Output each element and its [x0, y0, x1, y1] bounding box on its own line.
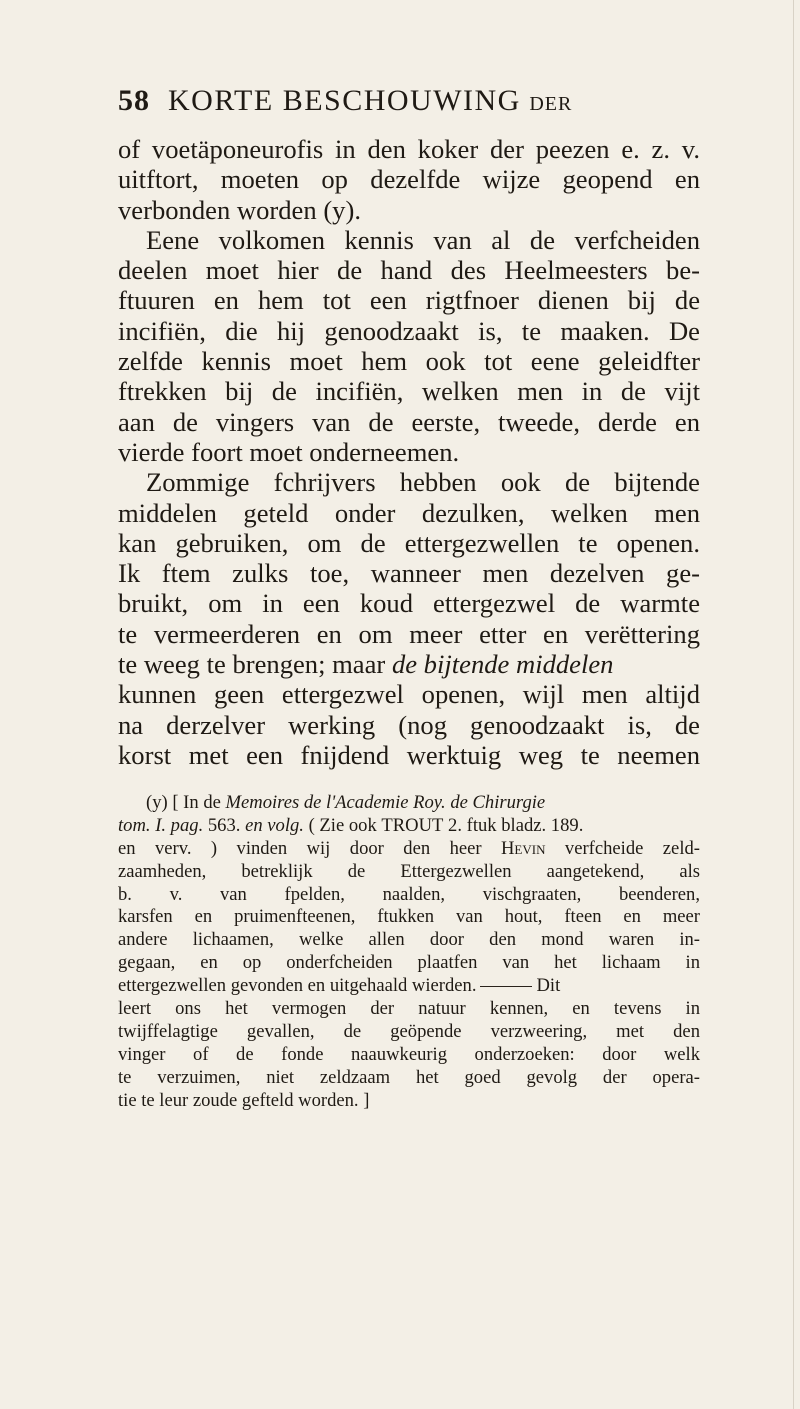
- footnote-line: b. v. van fpelden, naalden, vischgraaten, beenderen,: [118, 883, 700, 905]
- footnote-line: gegaan, en op onderfcheiden plaatfen van het lichaam in: [118, 952, 700, 974]
- italic-phrase: de bijtende middelen: [391, 649, 614, 680]
- page-edge: [793, 0, 794, 1409]
- text-line: bruikt, om in een koud ettergezwel de warmte: [118, 588, 700, 619]
- text-line: uitftort, moeten op dezelfde wijze geopend en: [118, 164, 700, 195]
- text-line: of voetäponeurofis in den koker der peezen e. z. v.: [118, 134, 700, 164]
- footnote-line: te verzuimen, niet zeldzaam het goed gevolg der opera-: [118, 1066, 700, 1088]
- footnote-line: vinger of de fonde naauwkeurig onderzoeken: door welk: [118, 1043, 700, 1065]
- text-line: incifiën, die hij genoodzaakt is, te maaken. De: [118, 315, 700, 346]
- page-number: 58: [118, 84, 150, 117]
- footnote-line: leert ons het vermogen der natuur kennen, en tevens in: [118, 998, 700, 1020]
- footnote: [118, 792, 700, 1112]
- footnote-line: tie te leur zoude gefteld worden. ]: [118, 1089, 370, 1111]
- text-line: middelen geteld onder dezulken, welken men: [118, 497, 700, 528]
- footnote-line: en verv. ) vinden wij door den heer Hevin verfcheide zeld-: [118, 837, 700, 859]
- text-line: ftrekken bij de incifiën, welken men in de vijt: [118, 376, 700, 407]
- footnote-line: twijffelagtige gevallen, de geöpende verzweering, met den: [118, 1020, 700, 1042]
- footnote-line: tom. I. pag. 563. en volg. ( Zie ook TROUT 2. ftuk bladz. 189.: [118, 814, 584, 836]
- dash-rule: [480, 986, 532, 987]
- text-line: te vermeerderen en om meer etter en verëttering: [118, 618, 700, 649]
- footnote-marker: (y): [146, 792, 168, 813]
- running-header: [118, 84, 698, 118]
- footnote-line: karsfen en pruimenfteenen, ftukken van hout, fteen en meer: [118, 906, 700, 928]
- footnote-line: zaamheden, betreklijk de Ettergezwellen aangetekend, als: [118, 860, 700, 882]
- running-title: KORTE BESCHOUWING: [168, 84, 521, 117]
- author-name: TROUT: [381, 814, 444, 836]
- text-line: korst met een fnijdend werktuig weg te neemen: [118, 739, 700, 770]
- work-title: Memoires de l'Academie Roy. de Chirurgie: [225, 792, 546, 813]
- text-line: kunnen geen ettergezwel openen, wijl men altijd: [118, 679, 700, 710]
- footnote-line: ettergezwellen gevonden en uitgehaald wierden. Dit: [118, 975, 561, 997]
- body-text: [118, 134, 700, 770]
- text-line: ftuuren en hem tot een rigtfnoer dienen bij de: [118, 285, 700, 316]
- footnote-line: andere lichaamen, welke allen door den mond waren in-: [118, 929, 700, 951]
- text-line: vierde foort moet onderneemen.: [118, 436, 460, 467]
- text-line: Eene volkomen kennis van al de verfcheiden: [146, 224, 700, 255]
- footnote-line: (y) [ In de Memoires de l'Academie Roy. de Chirurgie: [146, 792, 546, 813]
- text-line: zelfde kennis moet hem ook tot eene geleidfter: [118, 346, 700, 377]
- text-line: aan de vingers van de eerste, tweede, derde en: [118, 406, 700, 437]
- text-line: Ik ftem zulks toe, wanneer men dezelven ge-: [118, 558, 700, 589]
- note-reference: (y).: [323, 194, 361, 225]
- text-line: na derzelver werking (nog genoodzaakt is, de: [118, 709, 700, 740]
- text-line: te weeg te brengen; maar de bijtende middelen: [118, 649, 614, 680]
- text-line: Zommige fchrijvers hebben ook de bijtende: [146, 467, 700, 498]
- text-line: kan gebruiken, om de ettergezwellen te openen.: [118, 527, 700, 558]
- running-title-small: DER: [529, 93, 573, 115]
- author-name: Hevin: [501, 837, 546, 859]
- text-line: verbonden worden (y).: [118, 194, 361, 225]
- text-line: deelen moet hier de hand des Heelmeesters be-: [118, 255, 700, 286]
